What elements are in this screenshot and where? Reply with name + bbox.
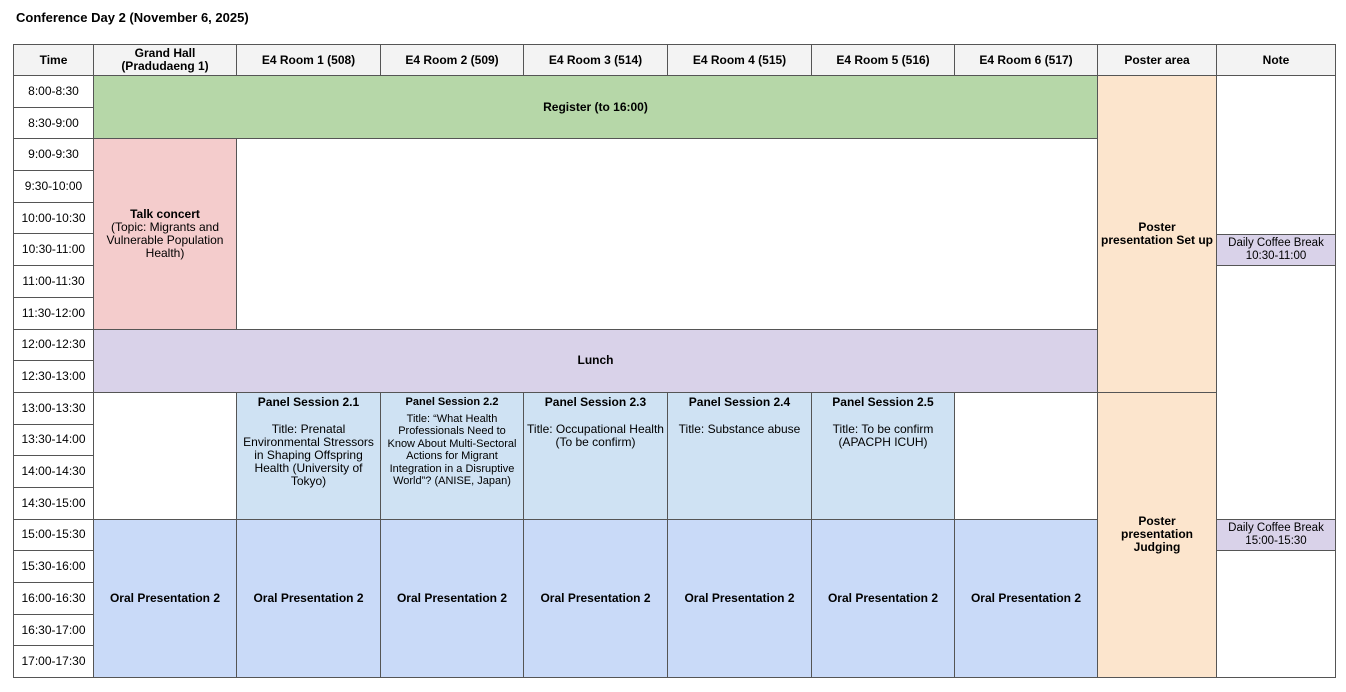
header-room-2: E4 Room 2 (509): [381, 45, 524, 76]
empty-block: [237, 139, 1098, 329]
talk-concert-topic: (Topic: Migrants and Vulnerable Population Health): [106, 219, 224, 260]
time-slot: 13:00-13:30: [14, 392, 94, 424]
oral-presentation-room-1: Oral Presentation 2: [237, 519, 381, 677]
panel-session-2-3: [524, 392, 668, 519]
coffee-break-pm-note: Daily Coffee Break 15:00-15:30: [1217, 519, 1335, 551]
panel-session-title: Title: Substance abuse: [678, 421, 801, 436]
oral-presentation-room-5: Oral Presentation 2: [812, 519, 955, 677]
header-row: [14, 45, 1336, 76]
panel-session-title: Title: Prenatal Environmental Stressors in Shaping Offspring Health (University of Tokyo): [243, 421, 374, 488]
time-slot: 17:00-17:30: [14, 646, 94, 678]
time-slot: 12:30-13:00: [14, 361, 94, 393]
header-room-3: E4 Room 3 (514): [524, 45, 668, 76]
poster-setup-block: Poster presentation Set up: [1098, 76, 1217, 393]
time-slot: 15:00-15:30: [14, 519, 94, 551]
header-room-4: E4 Room 4 (515): [668, 45, 812, 76]
panel-session-title: Title: To be confirm (APACPH ICUH): [832, 421, 934, 449]
time-slot: 12:00-12:30: [14, 329, 94, 361]
panel-session-name: Panel Session 2.4: [688, 394, 791, 409]
note-column: [1217, 76, 1336, 678]
panel-session-name: Panel Session 2.1: [257, 394, 360, 409]
time-slot: 9:00-9:30: [14, 139, 94, 171]
empty-block: [955, 392, 1098, 519]
oral-presentation-room-2: Oral Presentation 2: [381, 519, 524, 677]
header-grand-hall: Grand Hall (Pradudaeng 1): [94, 45, 237, 76]
header-room-1: E4 Room 1 (508): [237, 45, 381, 76]
oral-presentation-room-3: Oral Presentation 2: [524, 519, 668, 677]
register-block: Register (to 16:00): [94, 76, 1098, 139]
oral-presentation-room-4: Oral Presentation 2: [668, 519, 812, 677]
panel-session-2-4: [668, 392, 812, 519]
time-slot: 14:30-15:00: [14, 487, 94, 519]
table-row: [14, 392, 1336, 424]
panel-session-name: Panel Session 2.3: [544, 394, 647, 409]
time-slot: 9:30-10:00: [14, 171, 94, 203]
header-room-6: E4 Room 6 (517): [955, 45, 1098, 76]
table-row: [14, 76, 1336, 108]
panel-session-name: Panel Session 2.2: [405, 395, 499, 408]
time-slot: 13:30-14:00: [14, 424, 94, 456]
time-slot: 11:30-12:00: [14, 297, 94, 329]
time-slot: 15:30-16:00: [14, 551, 94, 583]
panel-session-2-2: [381, 392, 524, 519]
time-slot: 10:00-10:30: [14, 202, 94, 234]
panel-session-2-1: [237, 392, 381, 519]
panel-session-2-5: [812, 392, 955, 519]
time-slot: 8:00-8:30: [14, 76, 94, 108]
time-slot: 16:00-16:30: [14, 583, 94, 615]
panel-session-title: Title: Occupational Health (To be confirm): [527, 421, 664, 449]
page-title: Conference Day 2 (November 6, 2025): [16, 10, 249, 25]
empty-block: [94, 392, 237, 519]
header-poster-area: Poster area: [1098, 45, 1217, 76]
time-slot: 11:00-11:30: [14, 266, 94, 298]
coffee-break-am-note: Daily Coffee Break 10:30-11:00: [1217, 234, 1335, 266]
time-slot: 16:30-17:00: [14, 614, 94, 646]
oral-presentation-room-6: Oral Presentation 2: [955, 519, 1098, 677]
time-slot: 10:30-11:00: [14, 234, 94, 266]
panel-session-name: Panel Session 2.5: [832, 394, 934, 409]
header-room-5: E4 Room 5 (516): [812, 45, 955, 76]
poster-judging-block: Poster presentation Judging: [1098, 392, 1217, 677]
time-slot: 14:00-14:30: [14, 456, 94, 488]
header-time: Time: [14, 45, 94, 76]
panel-session-title: Title: “What Health Professionals Need to Know About Multi-Sectoral Actions for Migrant Integration in a Disruptive World”? (ANISE, Japan): [387, 412, 517, 488]
talk-concert-title: Talk concert: [130, 206, 200, 221]
oral-presentation-grand-hall: Oral Presentation 2: [94, 519, 237, 677]
lunch-block: Lunch: [94, 329, 1098, 392]
header-note: Note: [1217, 45, 1336, 76]
time-slot: 8:30-9:00: [14, 107, 94, 139]
schedule-table: [13, 44, 1336, 678]
talk-concert-block: [94, 139, 237, 329]
